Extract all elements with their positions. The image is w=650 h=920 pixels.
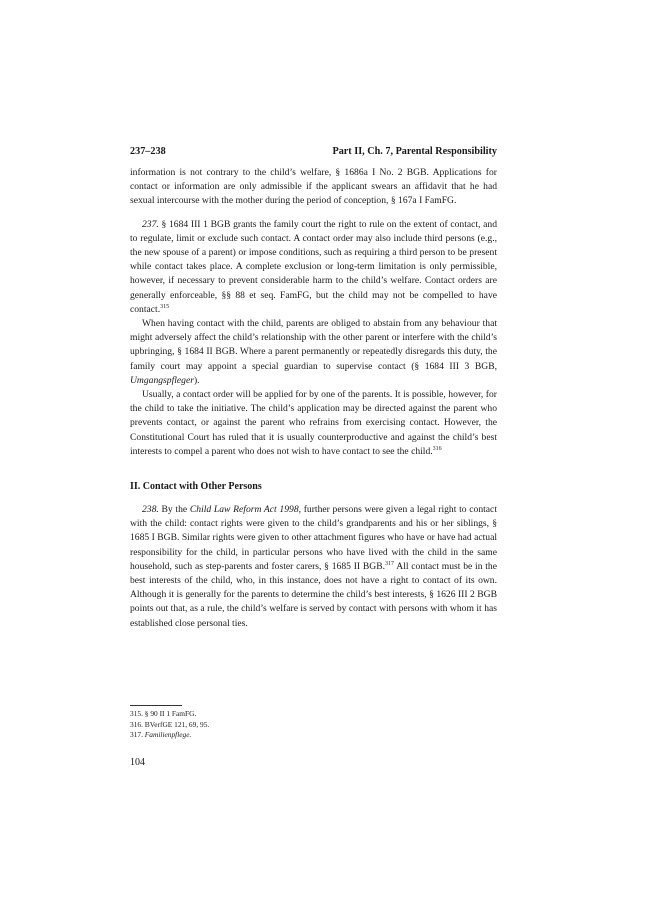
footnote-316: 316. BVerfGE 121, 69, 95. [130, 719, 210, 729]
paragraph-intro: information is not contrary to the child’s welfare, § 1686a I No. 2 BGB. Applications for contact or information are only admissible if the applicant swears an affidavit that he had sexual intercourse with the mother during the period of conception, § 167a I FamFG. [130, 167, 497, 207]
paragraph-237: 237. § 1684 III 1 BGB grants the family court the right to rule on the extent of contact, and to regulate, limit or exclude such contact. A contact order may also include third persons (e.g., the new spouse of a parent) or impose conditions, such as requiring a third person to be present while contact takes place. A complete exclusion or long-term limitation is only permissible, however, if necessary to prevent considerable harm to the child’s welfare. Contact orders are generally enforceable, §§ 88 et seq. FamFG, but the child may not be compelled to have contact.$^{315}$ [130, 218, 497, 315]
body-top [130, 166, 497, 459]
paragraph-number: 238. [142, 504, 159, 515]
footnote-ref-315: 315 [160, 303, 170, 310]
paragraph-usually: Usually, a contact order will be applied for by one of the parents. It is possible, however, for the child to take the initiative. The child’s application may be directed against the parent who prevents contact, or against the parent who refrains from exercising contact. However, the Constitutional Court has ruled that it is usually counterproductive and against the child’s best interests to compel a parent who does not wish to have contact to see the child.$^{316}$ [130, 389, 497, 457]
page-number: 104 [130, 757, 145, 768]
paragraph-238: 238. By the Child Law Reform Act 1998, further persons were given a legal right to contact with the child: contact rights were given to the child’s grandparents and his or her siblings, § 1685 I BGB. Similar rights were given to other attachment figures who have or have had actual responsibility for the child, in particular persons who have lived with the child in the same household, such as step-parents and foster carers, § 1685 II BGB.$^{317}$ All contact must be in the best interests of the child, who, in this instance, does not have a right to contact of its own. Although it is generally for the parents to determine the child’s best interests, § 1626 III 2 BGB points out that, as a rule, the child’s welfare is served by contact with persons with whom it has established close personal ties. [130, 504, 497, 629]
body-bottom [130, 503, 497, 631]
footnote-315: 315. § 90 II 1 FamFG. [130, 709, 197, 718]
footnote-ref-316: 316 [432, 445, 442, 452]
section-heading: II. Contact with Other Persons [130, 481, 262, 492]
footnote-ref-317: 317 [385, 560, 395, 567]
footnotes [130, 709, 209, 741]
header-section-range: 237–238 [130, 146, 166, 157]
paragraph-when: When having contact with the child, parents are obliged to abstain from any behaviour that might adversely affect the child’s relationship with the other parent or interfere with the child’s upbringing, § 1684 II BGB. Where a parent permanently or repeatedly disregards this duty, the family court may appoint a special guardian to supervise contact (§ 1684 III 3 BGB, Umgangspfleger). [130, 318, 497, 386]
footnote-317: 317. Familienpflege. [130, 730, 192, 740]
paragraph-number: 237. [142, 218, 159, 230]
footnote-divider [130, 705, 182, 706]
header-chapter-title: Part II, Ch. 7, Parental Responsibility [332, 146, 497, 157]
running-header [130, 146, 497, 157]
